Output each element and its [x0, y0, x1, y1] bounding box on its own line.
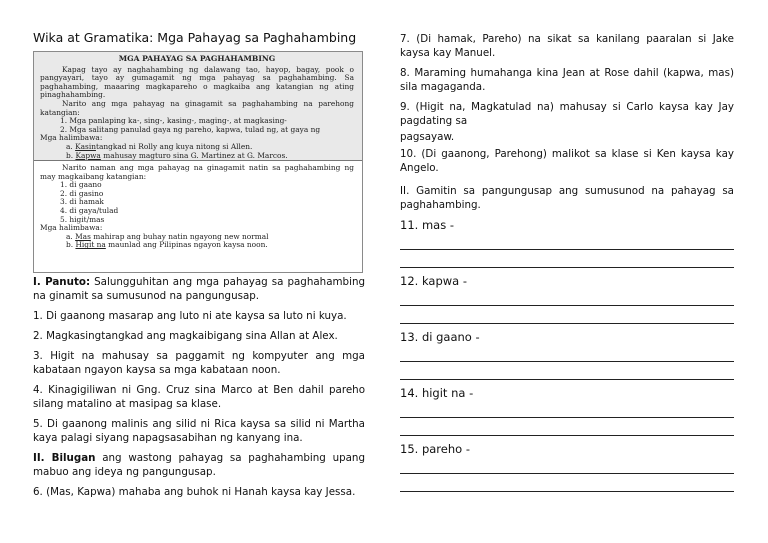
notes-halimbawa-label: Mga halimbawa: [40, 133, 103, 143]
notes-list-item: 1. Mga panlaping ka-, sing-, kasing-, maging-, at magkasing- [60, 116, 287, 126]
part3-instruction: II. Gamitin sa pangungusap ang sumusunod na pahayag sa paghahambing. [400, 185, 734, 211]
part2-item-continued: pagsayaw. [400, 131, 455, 143]
part3-item-label: 14. higit na - [400, 386, 474, 400]
notes-list-item: 1. di gaano [60, 180, 102, 190]
page-title: Wika at Gramatika: Mga Pahayag sa Paghahambing [33, 30, 357, 45]
part2-item: 10. (Di gaanong, Parehong) malikot sa klase si Ken kaysa kay Angelo. [400, 148, 734, 174]
part3-item [400, 442, 734, 492]
notes-parehong-section [34, 52, 362, 159]
part1-instruction: I. Panuto: Salungguhitan ang mga pahayag sa paghahambing na ginamit sa sumusunod na pangungusap. [33, 276, 366, 302]
answer-line[interactable] [400, 232, 734, 250]
part1-item: 1. Di gaanong masarap ang luto ni ate kaysa sa luto ni kuya. [33, 310, 347, 322]
answer-line[interactable] [400, 418, 734, 436]
part2-item: 9. (Higit na, Magkatulad na) mahusay si Carlo kaysa kay Jay pagdating sa [400, 101, 734, 127]
answer-line[interactable] [400, 400, 734, 418]
notes-magkaiba-section [34, 160, 362, 272]
part3-item-label: 11. mas - [400, 218, 454, 232]
part3-item-label: 15. pareho - [400, 442, 470, 456]
answer-line[interactable] [400, 362, 734, 380]
answer-line[interactable] [400, 344, 734, 362]
part3-item [400, 386, 734, 436]
part3-item [400, 274, 734, 324]
part2-instruction: II. Bilugan ang wastong pahayag sa paghahambing upang mabuo ang ideya ng pangungusap. [33, 452, 365, 478]
answer-line[interactable] [400, 474, 734, 492]
part2-item: 6. (Mas, Kapwa) mahaba ang buhok ni Hanah kaysa kay Jessa. [33, 486, 356, 498]
notes-heading: MGA PAHAYAG SA PAGHAHAMBING [118, 54, 276, 63]
answer-line[interactable] [400, 250, 734, 268]
part2-item: 8. Maraming humahanga kina Jean at Rose dahil (kapwa, mas) sila magaganda. [400, 67, 734, 93]
right-column [400, 32, 734, 498]
part2-item: 7. (Di hamak, Pareho) na sikat sa kanilang paaralan si Jake kaysa kay Manuel. [400, 33, 734, 59]
notes-list-item: 4. di gaya/tulad [60, 205, 119, 215]
lesson-notes-box [33, 51, 363, 273]
notes-halimbawa-label: Mga halimbawa: [40, 223, 103, 233]
notes-example: a. Mas mahirap ang buhay natin ngayong new normal [66, 231, 269, 241]
answer-line[interactable] [400, 456, 734, 474]
left-column [33, 275, 365, 505]
notes-intro: Kapag tayo ay naghahambing ng dalawang tao, hayop, bagay, pook o pangyayari, tayo ay gumagamit ng mga pahayag sa paghahambing. Sa paghahambing, maaaring magkapareho o magkaiba ang katangian ng ating pinaghahambing. [40, 64, 354, 100]
notes-list-item: 2. Mga salitang panulad gaya ng pareho, kapwa, tulad ng, at gaya ng [60, 124, 321, 134]
notes-example: b. Higit na maunlad ang Pilipinas ngayon kaysa noon. [66, 240, 268, 250]
part3-item [400, 330, 734, 380]
answer-line[interactable] [400, 288, 734, 306]
part1-item: 5. Di gaanong malinis ang silid ni Rica kaysa sa silid ni Martha kaya palagi siyang napagsasabihan ng kanyang ina. [33, 418, 365, 444]
part3-item [400, 218, 734, 268]
notes-list-item: 3. di hamak [60, 197, 104, 207]
notes-parehong-intro: Narito ang mga pahayag na ginagamit sa paghahambing na parehong katangian: [40, 98, 354, 117]
notes-list-item: 2. di gasino [60, 188, 104, 198]
notes-magkaiba-intro: Narito naman ang mga pahayag na ginagamit natin sa paghahambing ng may magkaibang katangian: [40, 163, 354, 181]
notes-example: a. Kasintangkad ni Rolly ang kuya nitong si Allen. [66, 141, 253, 151]
notes-list-item: 5. higit/mas [60, 214, 105, 224]
answer-line[interactable] [400, 306, 734, 324]
part1-item: 2. Magkasingtangkad ang magkaibigang sina Allan at Alex. [33, 330, 338, 342]
notes-example: b. Kapwa mahusay magturo sina G. Martinez at G. Marcos. [66, 150, 288, 160]
part3-item-label: 12. kapwa - [400, 274, 468, 288]
part1-item: 3. Higit na mahusay sa paggamit ng kompyuter ang mga kabataan ngayon kaysa sa mga kabataan noon. [33, 350, 365, 376]
part1-item: 4. Kinagigiliwan ni Gng. Cruz sina Marco at Ben dahil pareho silang matalino at masipag sa klase. [33, 384, 365, 410]
part3-item-label: 13. di gaano - [400, 330, 480, 344]
